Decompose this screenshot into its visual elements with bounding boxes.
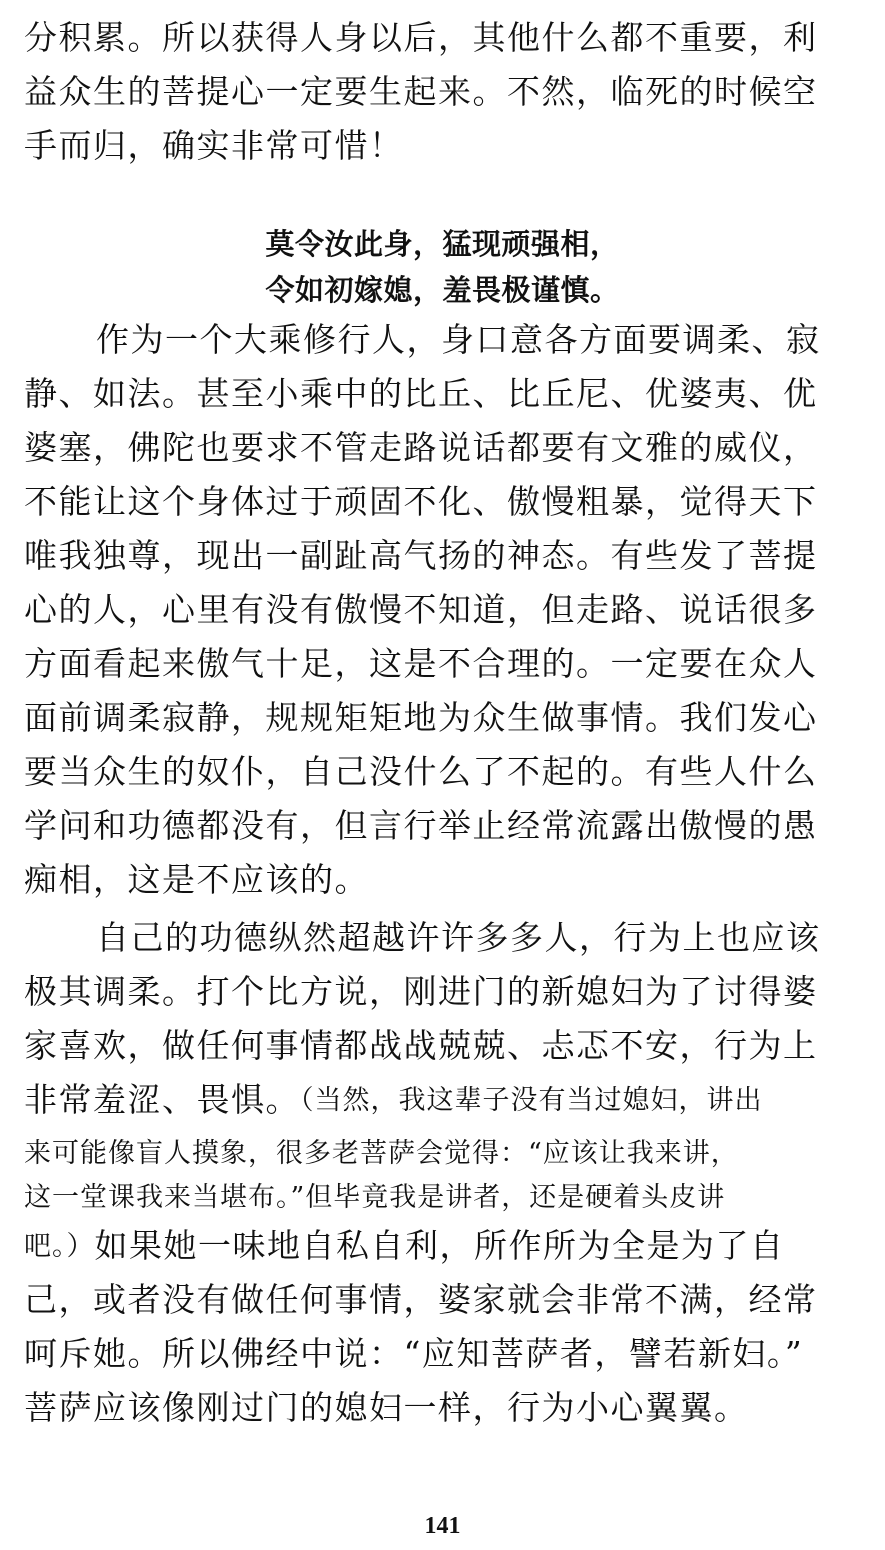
text-line: 作为一个大乘修行人，身口意各方面要调柔、寂	[96, 320, 821, 359]
text-line: 唯我独尊，现出一副趾高气扬的神态。有些发了菩提	[24, 536, 818, 575]
text-line: 学问和功德都没有，但言行举止经常流露出傲慢的愚	[24, 806, 818, 845]
text-line: 菩萨应该像刚过门的媳妇一样，行为小心翼翼。	[24, 1388, 749, 1427]
verse-line: 莫令汝此身，猛现顽强相，	[265, 227, 620, 261]
verse-line: 令如初嫁媳，羞畏极谨慎。	[265, 273, 620, 307]
text-line: 极其调柔。打个比方说，刚进门的新媳妇为了讨得婆	[24, 972, 818, 1011]
text-line: 己，或者没有做任何事情，婆家就会非常不满，经常	[24, 1280, 818, 1319]
text-line: 心的人，心里有没有傲慢不知道，但走路、说话很多	[24, 590, 818, 629]
text-line: 面前调柔寂静，规规矩矩地为众生做事情。我们发心	[24, 698, 818, 737]
aside-line: 这一堂课我来当堪布。”但毕竟我是讲者，还是硬着头皮讲	[24, 1182, 726, 1213]
text-line: 家喜欢，做任何事情都战战兢兢、忐忑不安，行为上	[24, 1026, 818, 1065]
text-line: 自己的功德纵然超越许许多多人，行为上也应该	[96, 918, 821, 957]
text-line: 婆塞，佛陀也要求不管走路说话都要有文雅的威仪，	[24, 428, 818, 467]
text-line: 益众生的菩提心一定要生起来。不然，临死的时候空	[24, 72, 818, 111]
text-line-mixed	[24, 1226, 864, 1267]
text-line: 痴相，这是不应该的。	[24, 860, 369, 899]
text-line: 分积累。所以获得人身以后，其他什么都不重要，利	[24, 18, 818, 57]
aside-text: （当然，我这辈子没有当过媳妇，讲出	[300, 1085, 763, 1116]
text-line: 静、如法。甚至小乘中的比丘、比丘尼、优婆夷、优	[24, 374, 818, 413]
text-run: 非常羞涩、畏惧。	[24, 1080, 300, 1119]
text-line: 要当众生的奴仆，自己没什么了不起的。有些人什么	[24, 752, 818, 791]
text-line-mixed	[24, 1080, 864, 1121]
text-run: 如果她一味地自私自利，所作所为全是为了自	[94, 1226, 785, 1265]
text-line: 呵斥她。所以佛经中说：“应知菩萨者，譬若新妇。”	[24, 1334, 804, 1373]
aside-text: 吧。）	[24, 1231, 95, 1262]
aside-line: 来可能像盲人摸象，很多老菩萨会觉得：“应该让我来讲，	[24, 1138, 739, 1169]
text-line: 不能让这个身体过于顽固不化、傲慢粗暴，觉得天下	[24, 482, 818, 521]
text-line: 方面看起来傲气十足，这是不合理的。一定要在众人	[24, 644, 818, 683]
page-number: 141	[424, 1513, 461, 1539]
text-line: 手而归，确实非常可惜！	[24, 126, 404, 165]
